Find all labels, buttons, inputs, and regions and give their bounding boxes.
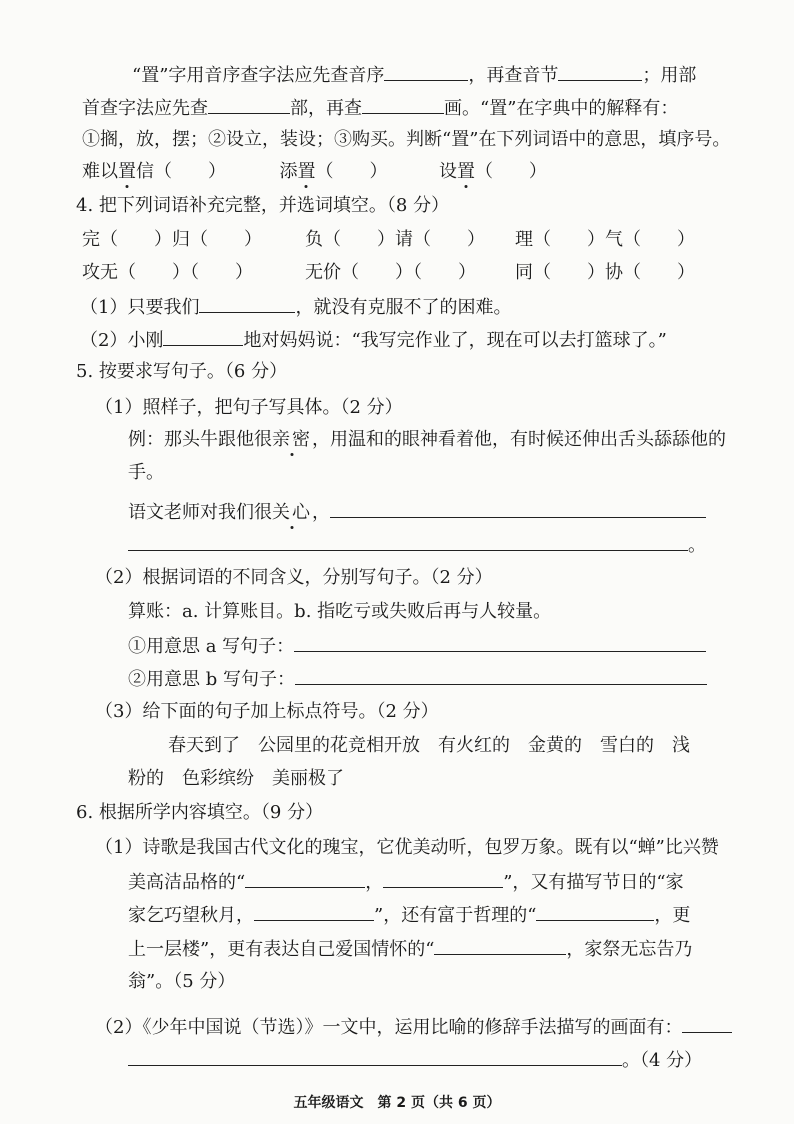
- page-footer: 五年级语文 第 2 页（共 6 页）: [293, 1095, 501, 1111]
- q3-words-row: [82, 160, 547, 184]
- q4-text: （2）小刚: [80, 330, 164, 351]
- q3-word: 难以: [82, 161, 118, 182]
- q4-title: 4. 把下列词语补充完整，并选词填空。（8 分）: [76, 195, 450, 216]
- q3-line-3: ①搁，放，摆；②设立，装设；③购买。判断“置”在下列词语中的意思，填序号。: [82, 129, 731, 150]
- answer-blank[interactable]: [383, 869, 503, 888]
- q4-text: （1）只要我们: [80, 297, 200, 318]
- q3-word: 添: [279, 161, 298, 182]
- q3-text: 部，再查: [290, 98, 362, 119]
- q5-example-end: 手。: [128, 462, 164, 483]
- q4-text: ，就没有克服不了的困难。: [295, 297, 512, 318]
- answer-blank[interactable]: [254, 902, 374, 921]
- q5-task: [128, 499, 706, 525]
- q6-text: ”，又有描写节日的“家: [503, 872, 684, 893]
- task-text: ，: [312, 502, 330, 523]
- q5-part2-a: [128, 633, 706, 659]
- q6-text: ，更: [654, 905, 691, 926]
- q5-part1-title: （1）照样子，把句子写具体。（2 分）: [95, 397, 403, 418]
- dotted-char: 置: [456, 161, 475, 182]
- q5-part2-definition: 算账：a. 计算账目。b. 指吃亏或失败后再与人较量。: [128, 601, 552, 622]
- answer-blank[interactable]: [245, 869, 365, 888]
- q6-text: 上一层楼”，更有表达自己爱国情怀的“: [128, 939, 435, 960]
- answer-blank[interactable]: [199, 294, 295, 313]
- dotted-word: 亲密: [272, 429, 312, 450]
- q5-part2-b: [128, 666, 707, 692]
- q6-line-5: 翁”。（5 分）: [128, 971, 236, 992]
- q3-word-bracket[interactable]: （ ）: [474, 161, 547, 182]
- dotted-char: 置: [297, 161, 316, 182]
- q6-line-3: [128, 902, 690, 928]
- answer-line[interactable]: [682, 1014, 732, 1033]
- q4-sentence-1: [80, 294, 511, 320]
- q4-word-1[interactable]: 完（ ）归（ ）: [82, 229, 262, 250]
- q3-text: ；用部: [642, 65, 697, 86]
- task-text: ②用意思 b 写句子：: [128, 669, 295, 690]
- q6-line-6: [95, 1014, 732, 1040]
- q5-title: 5. 按要求写句子。（6 分）: [76, 361, 288, 382]
- q3-word: 设: [438, 161, 457, 182]
- answer-blank[interactable]: [208, 95, 290, 114]
- q6-text: （2）《少年中国说（节选）》一文中，运用比喻的修辞手法描写的画面有：: [95, 1017, 683, 1038]
- q3-text: “置”字用音序查字法应先查音序: [132, 65, 385, 86]
- q5-task-line2: [128, 532, 706, 558]
- answer-line[interactable]: [128, 1047, 622, 1066]
- q4-word-5[interactable]: 无价（ ）（ ）: [305, 262, 476, 283]
- task-text: 语文老师对我们很: [128, 502, 272, 523]
- q5-part3-title: （3）给下面的句子加上标点符号。（2 分）: [95, 701, 439, 722]
- answer-blank[interactable]: [362, 95, 444, 114]
- q5-part2-title: （2）根据词语的不同含义，分别写句子。（2 分）: [95, 567, 493, 588]
- q4-sentence-2: [80, 327, 667, 353]
- answer-blank[interactable]: [558, 62, 642, 81]
- q6-text: ”，还有富于哲理的“: [374, 905, 537, 926]
- q4-word-4[interactable]: 攻无（ ）（ ）: [82, 262, 253, 283]
- q6-text: 。（4 分）: [622, 1050, 703, 1071]
- q3-text: ，再查音节: [468, 65, 559, 86]
- q6-line-2: [128, 869, 684, 895]
- answer-line[interactable]: [295, 666, 707, 685]
- example-text: 例：那头牛跟他很: [128, 429, 272, 450]
- answer-blank[interactable]: [434, 936, 566, 955]
- dotted-char: 置: [118, 161, 136, 182]
- q3-line-2: [82, 95, 678, 121]
- q3-line-1: [132, 62, 696, 88]
- q6-text: 美高洁品格的“: [128, 872, 246, 893]
- q5-part3-line2: 粉的 色彩缤纷 美丽极了: [128, 768, 344, 789]
- task-text: ①用意思 a 写句子：: [128, 636, 295, 657]
- q6-text: ，: [365, 872, 384, 893]
- answer-line[interactable]: [330, 499, 706, 518]
- q4-word-3[interactable]: 理（ ）气（ ）: [515, 229, 695, 250]
- q4-text: 地对妈妈说：“我写完作业了，现在可以去打篮球了。”: [243, 330, 667, 351]
- answer-blank[interactable]: [163, 327, 243, 346]
- q3-text: 首查字法应先查: [82, 98, 208, 119]
- q4-word-6[interactable]: 同（ ）协（ ）: [515, 262, 695, 283]
- q6-line-4: [128, 936, 692, 962]
- answer-blank[interactable]: [384, 62, 468, 81]
- q5-part3-line1: 春天到了 公园里的花竞相开放 有火红的 金黄的 雪白的 浅: [168, 735, 690, 756]
- period: 。: [688, 535, 706, 556]
- q4-word-2[interactable]: 负（ ）请（ ）: [305, 229, 485, 250]
- q3-word-bracket[interactable]: （ ）: [315, 161, 388, 182]
- q5-example: [128, 428, 726, 452]
- q6-title: 6. 根据所学内容填空。（9 分）: [76, 802, 324, 823]
- example-text: ，用温和的眼神看着他，有时候还伸出舌头舔舔他的: [312, 429, 726, 450]
- answer-line[interactable]: [294, 633, 706, 652]
- q3-text: 画。“置”在字典中的解释有：: [444, 98, 679, 119]
- q6-text: ，家祭无忘告乃: [566, 939, 693, 960]
- q6-line-1: （1）诗歌是我国古代文化的瑰宝，它优美动听，包罗万象。既有以“蝉”比兴赞: [95, 837, 719, 858]
- answer-blank[interactable]: [536, 902, 654, 921]
- dotted-word: 关心: [272, 502, 312, 523]
- q3-word-bracket[interactable]: 信（ ）: [136, 161, 226, 182]
- q6-line-7: [128, 1047, 702, 1073]
- answer-line[interactable]: [128, 532, 688, 551]
- q6-text: 家乞巧望秋月，: [128, 905, 254, 926]
